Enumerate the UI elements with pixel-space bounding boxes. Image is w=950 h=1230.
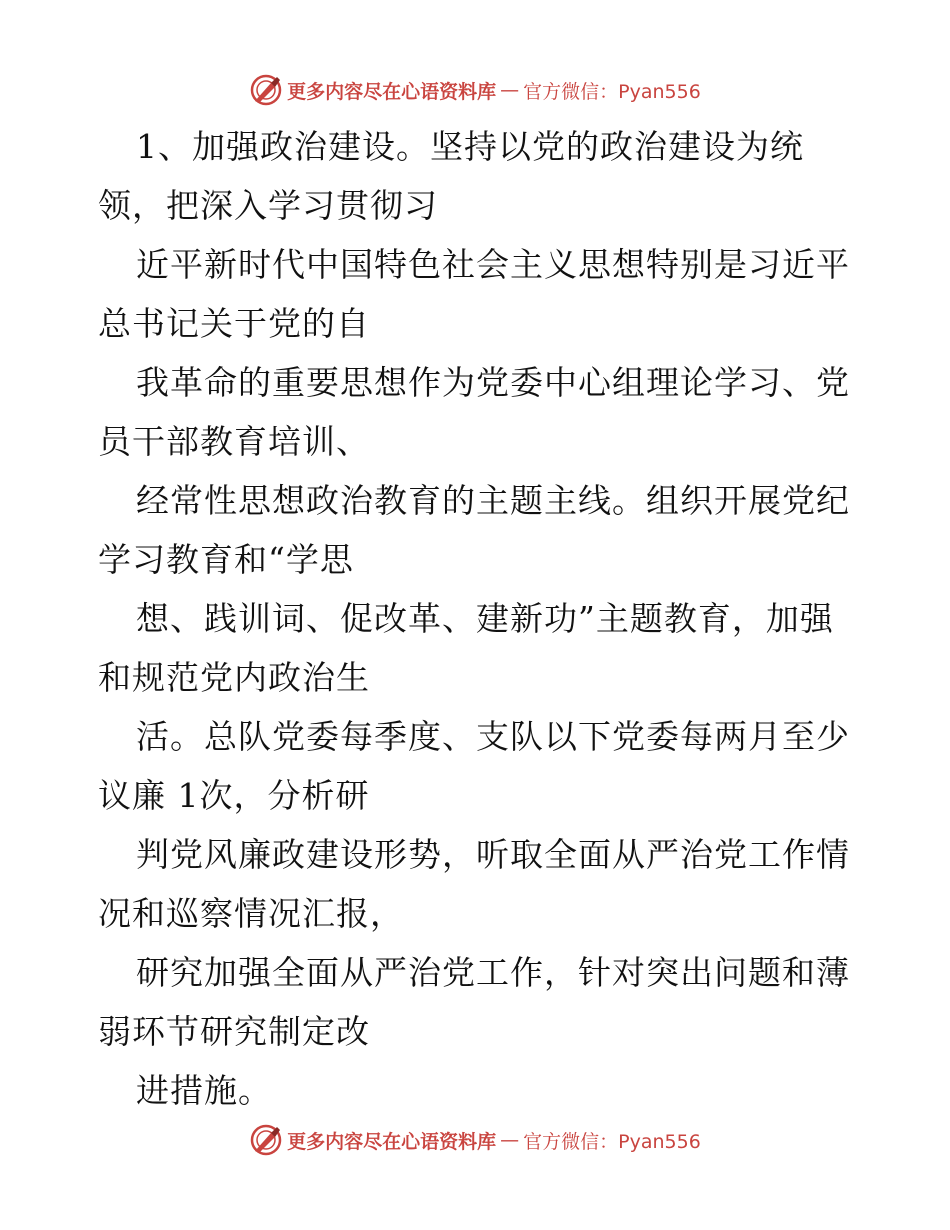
footer-banner	[0, 1120, 950, 1160]
document-line: 活。总队党委每季度、支队以下党委每两月至少	[136, 717, 850, 756]
document-line: 况和巡察情况汇报，	[98, 894, 404, 933]
document-line: 和规范党内政治生	[98, 658, 370, 697]
document-line: 近平新时代中国特色社会主义思想特别是习近平	[136, 245, 850, 284]
document-line: 想、践训词、促改革、建新功”主题教育，加强	[136, 599, 834, 638]
document-line: 经常性思想政治教育的主题主线。组织开展党纪	[136, 481, 850, 520]
footer-banner-dash: —	[500, 1129, 520, 1151]
document-line: 领，把深入学习贯彻习	[98, 186, 438, 225]
document-body	[98, 124, 878, 1127]
document-line: 员干部教育培训、	[98, 422, 370, 461]
document-line: 我革命的重要思想作为党委中心组理论学习、党	[136, 363, 850, 402]
document-line: 学习教育和“学思	[98, 540, 354, 579]
header-banner	[0, 70, 950, 110]
header-banner-dash: —	[500, 79, 520, 101]
document-line: 判党风廉政建设形势，听取全面从严治党工作情	[136, 835, 850, 874]
header-banner-text: 更多内容尽在心语资料库	[287, 80, 497, 103]
pen-logo-icon	[249, 1123, 283, 1157]
footer-banner-wechat: 官方微信：Pyan556	[523, 1130, 701, 1153]
header-banner-content	[249, 73, 701, 107]
footer-banner-content	[249, 1123, 701, 1157]
document-line: 进措施。	[136, 1071, 272, 1110]
document-line: 研究加强全面从严治党工作，针对突出问题和薄	[136, 953, 850, 992]
footer-banner-text: 更多内容尽在心语资料库	[287, 1130, 497, 1153]
document-line: 弱环节研究制定改	[98, 1012, 370, 1051]
pen-logo-icon	[249, 73, 283, 107]
header-banner-wechat: 官方微信：Pyan556	[523, 80, 701, 103]
document-line: 1、加强政治建设。坚持以党的政治建设为统	[136, 127, 804, 166]
document-line: 议廉 1次，分析研	[98, 776, 370, 815]
document-line: 总书记关于党的自	[98, 304, 370, 343]
